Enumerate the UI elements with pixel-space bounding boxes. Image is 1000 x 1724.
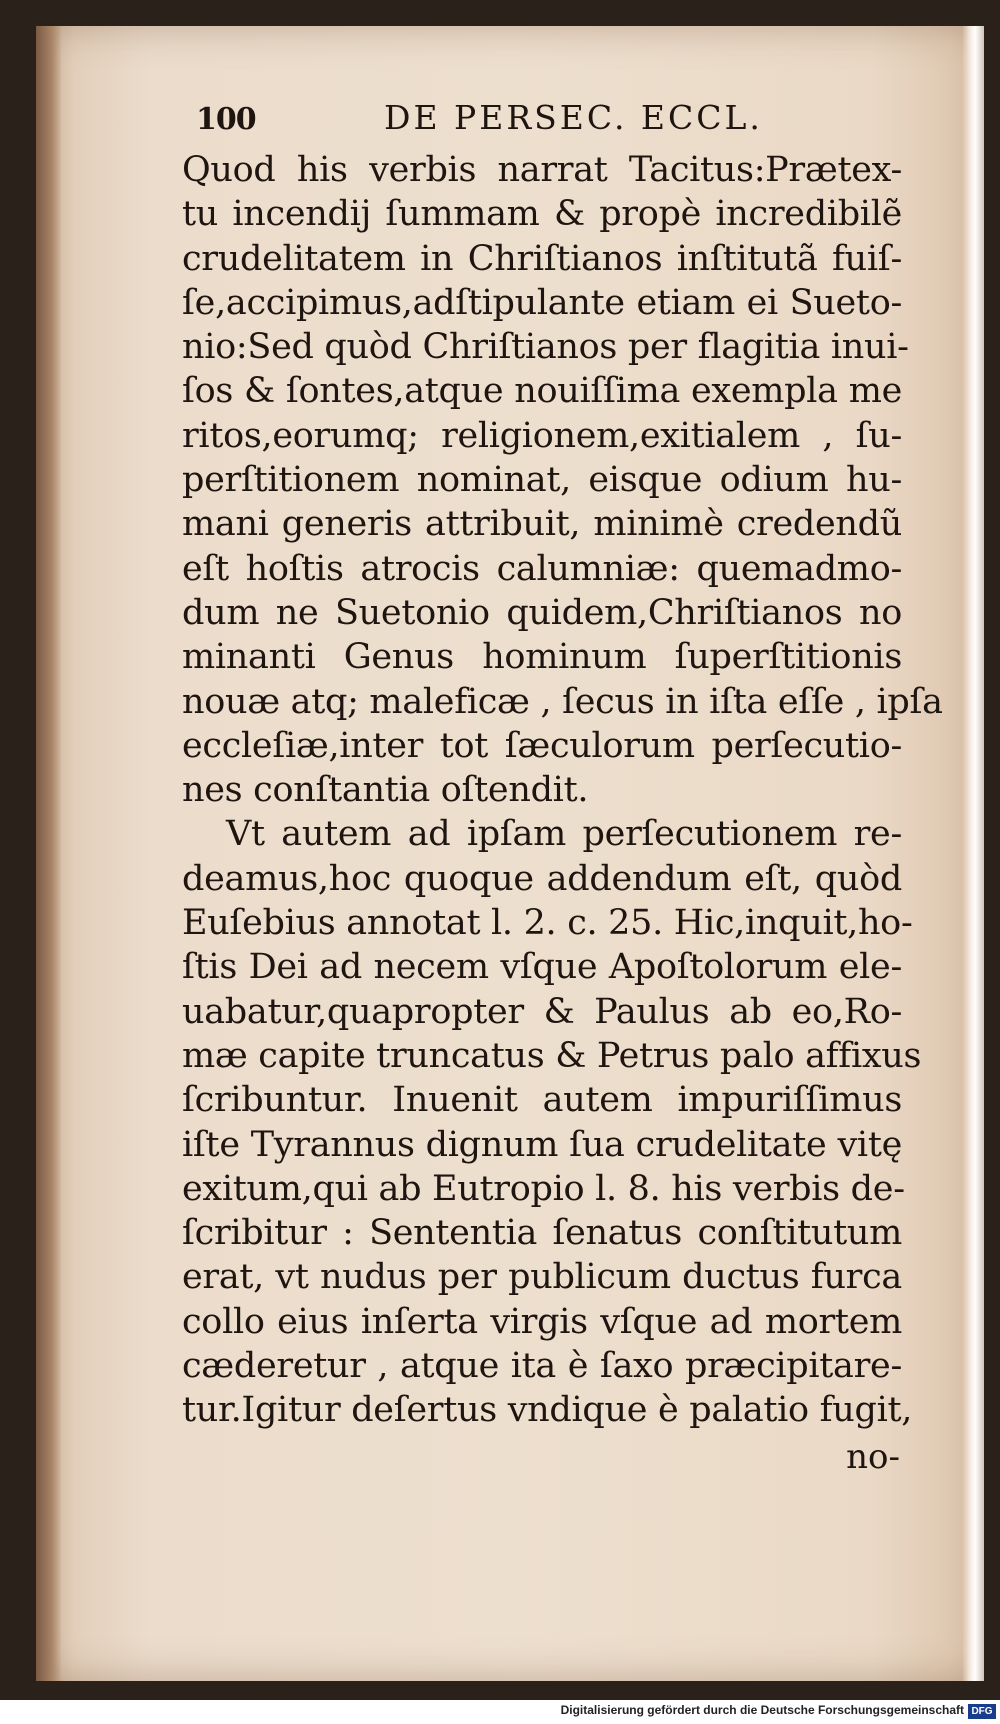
- running-head: DE PERSEC. ECCL.: [384, 98, 763, 137]
- dfg-logo-icon[interactable]: DFG: [968, 1704, 996, 1719]
- text-line: ſtis Dei ad necem vſque Apoſtolorum ele-: [182, 947, 902, 988]
- text-line: eccleſiæ,inter tot ſæculorum perſecutio-: [182, 725, 902, 766]
- text-line: ritos,eorumq; religionem,exitialem , ſu-: [182, 415, 902, 456]
- body-text: [182, 148, 943, 1433]
- text-line: nouæ atq; maleficæ , ſecus in iſta eſſe , ipſa: [182, 681, 943, 722]
- text-line: ſos & ſontes,atque nouiſſima exempla me: [182, 371, 902, 412]
- text-line: deamus,hoc quoque addendum eſt, quòd: [182, 858, 902, 899]
- text-line: nes conſtantia oſtendit.: [182, 770, 589, 811]
- page-number: 100: [196, 102, 256, 137]
- text-line: Euſebius annotat l. 2. c. 25. Hic,inquit,ho-: [182, 903, 913, 944]
- text-line: ſcribitur : Sententia ſenatus conſtitutum: [182, 1213, 902, 1254]
- text-line: Vt autem ad ipſam perſecutionem re-: [226, 814, 902, 855]
- text-line: ſcribuntur. Inuenit autem impuriſſimus: [182, 1080, 902, 1121]
- text-line: erat, vt nudus per publicum ductus furca: [182, 1257, 902, 1298]
- text-line: uabatur,quapropter & Paulus ab eo,Ro-: [182, 991, 902, 1032]
- text-line: exitum,qui ab Eutropio l. 8. his verbis de-: [182, 1168, 905, 1209]
- text-line: collo eius inſerta virgis vſque ad mortem: [182, 1301, 902, 1342]
- text-line: dum ne Suetonio quidem,Chriſtianos no: [182, 592, 902, 633]
- funding-credit: Digitalisierung gefördert durch die Deutsche Forschungsgemeinschaft: [560, 1703, 964, 1717]
- text-line: crudelitatem in Chriſtianos inſtitutã fuiſ-: [182, 238, 902, 279]
- page-header: [196, 88, 816, 148]
- text-line: cæderetur , atque ita è ſaxo præcipitare-: [182, 1346, 902, 1387]
- text-line: mani generis attribuit, minimè credendũ: [182, 504, 902, 545]
- text-line: minanti Genus hominum ſuperſtitionis: [182, 637, 902, 678]
- text-line: mæ capite truncatus & Petrus palo affixus: [182, 1035, 922, 1076]
- text-line: ſe,accipimus,adſtipulante etiam ei Sueto-: [182, 282, 902, 323]
- book-gutter: [36, 26, 62, 1681]
- digitization-footer: [0, 1700, 1000, 1724]
- catchword: no-: [846, 1437, 900, 1477]
- text-line: perſtitionem nominat, eisque odium hu-: [182, 460, 902, 501]
- text-line: tu incendij ſummam & propè incredibilẽ: [182, 194, 902, 235]
- text-line: iſte Tyrannus dignum ſua crudelitate vitę: [182, 1124, 902, 1165]
- paragraph-2: [182, 812, 922, 1432]
- text-line: tur.Igitur deſertus vndique è palatio fugit,: [182, 1390, 913, 1431]
- text-line: eſt hoſtis atrocis calumniæ: quemadmo-: [182, 548, 902, 589]
- text-line: nio:Sed quòd Chriſtianos per flagitia inui-: [182, 327, 909, 368]
- text-line: Quod his verbis narrat Tacitus:Prætex-: [182, 150, 902, 190]
- page-edge: [962, 26, 984, 1681]
- paragraph-1: [182, 148, 943, 812]
